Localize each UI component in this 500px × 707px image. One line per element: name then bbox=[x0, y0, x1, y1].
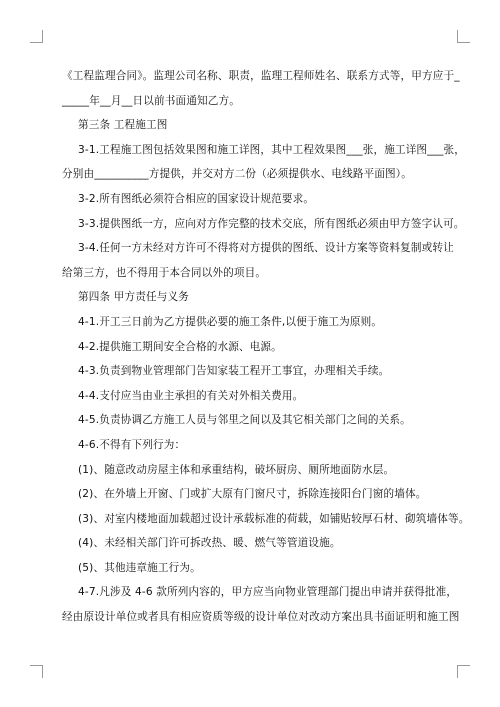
text-line: (1)、随意改动房屋主体和承重结构，破坏厨房、厕所地面防水层。 bbox=[78, 463, 395, 476]
crop-mark-top-left bbox=[30, 30, 43, 43]
text-line: 4-1.开工三日前为乙方提供必要的施工条件,以便于施工为原则。 bbox=[78, 315, 383, 328]
document-body bbox=[62, 64, 470, 630]
text-line: 4-2.提供施工期间安全合格的水源、电源。 bbox=[78, 340, 282, 353]
crop-mark-bottom-right bbox=[457, 665, 470, 678]
text-line: 第三条 工程施工图 bbox=[78, 119, 168, 132]
text-line: 3-3.提供图纸一方，应向对方作完整的技术交底，所有图纸必须由甲方签字认可。 bbox=[78, 217, 465, 230]
text-line: 4-7.凡涉及 4-6 款所列内容的，甲方应当向物业管理部门提出申请并获得批准， bbox=[78, 586, 458, 599]
text-line: (4)、未经相关部门许可拆改热、暖、燃气等管道设施。 bbox=[78, 537, 341, 550]
text-line: 3-2.所有图纸必须符合相应的国家设计规范要求。 bbox=[78, 192, 315, 205]
text-line: (5)、其他违章施工行为。 bbox=[78, 561, 201, 574]
crop-mark-top-right bbox=[457, 30, 470, 43]
text-line: 3-1.工程施工图包括效果图和施工详图，其中工程效果图___张，施工详图___张， bbox=[78, 143, 466, 156]
text-line: (2)、在外墙上开窗、门或扩大原有门窗尺寸，拆除连接阳台门窗的墙体。 bbox=[78, 488, 427, 501]
text-line: (3)、对室内楼地面加载超过设计承载标准的荷载，如铺贴较厚石材、砌筑墙体等。 bbox=[78, 512, 470, 525]
text-line: 第四条 甲方责任与义务 bbox=[78, 291, 189, 304]
text-line: 4-5.负责协调乙方施工人员与邻里之间以及其它相关部门之间的关系。 bbox=[78, 414, 411, 427]
text-line: 4-6.不得有下列行为： bbox=[78, 438, 186, 451]
text-line: 给第三方，也不得用于本合同以外的项目。 bbox=[62, 266, 267, 279]
text-line: _____年__月__日以前书面通知乙方。 bbox=[62, 94, 240, 107]
text-line: 经由原设计单位或者具有相应资质等级的设计单位对改动方案出具书面证明和施工图 bbox=[62, 611, 460, 624]
text-line: 4-3.负责到物业管理部门告知家装工程开工事宜，办理相关手续。 bbox=[78, 365, 390, 378]
text-line: 4-4.支付应当由业主承担的有关对外相关费用。 bbox=[78, 389, 304, 402]
crop-mark-bottom-left bbox=[30, 665, 43, 678]
text-line: 《工程监理合同》。监理公司名称、职责，监理工程师姓名、联系方式等，甲方应于_ bbox=[62, 70, 460, 82]
text-line: 分别由__________方提供，并交对方二份（必须提供水、电线路平面图）。 bbox=[62, 168, 412, 181]
text-line: 3-4.任何一方未经对方许可不得将对方提供的图纸、设计方案等资料复制或转让 bbox=[78, 242, 454, 255]
